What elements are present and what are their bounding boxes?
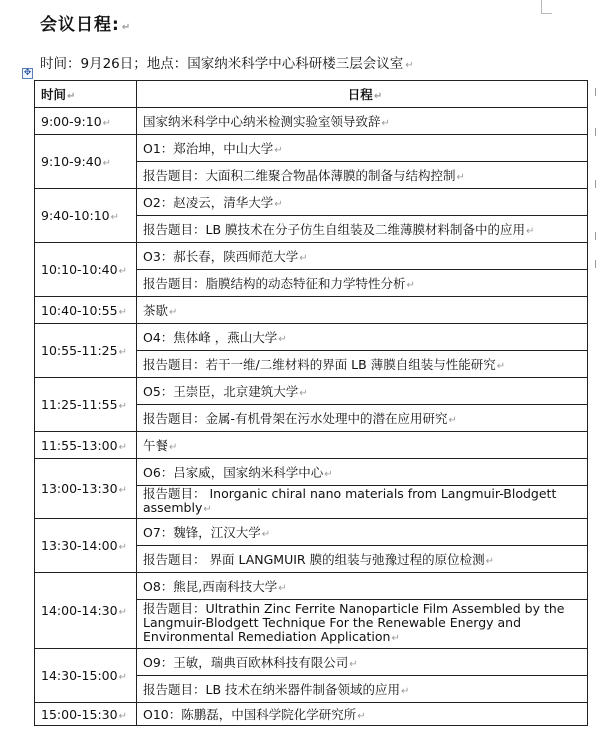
table-row [35,573,588,600]
table-row [35,432,588,459]
report-title-cell: 报告题目：LB 技术在纳米器件制备领域的应用↵ [137,676,588,703]
report-title-cell: 报告题目：LB 膜技术在分子仿生自组装及二维薄膜材料制备中的应用↵ [137,216,588,243]
table-row [35,108,588,135]
time-cell: 11:55-13:00↵ [35,432,137,459]
change-bar-mark [591,128,596,136]
table-row [35,243,588,270]
report-title-cell: 报告题目：Ultrathin Zinc Ferrite Nanoparticle Film Assembled by the Langmuir-Blodgett Technique For the Renewable Energy and Environmental Remediation Application↵ [137,600,588,649]
agenda-cell: O7：魏锋，江汉大学↵ [137,519,588,546]
agenda-cell: O3：郝长春，陕西师范大学↵ [137,243,588,270]
time-cell: 9:40-10:10↵ [35,189,137,243]
report-title-cell: 报告题目：脂膜结构的动态特征和力学特性分析↵ [137,270,588,297]
report-title-cell: 报告题目：金属-有机骨架在污水处理中的潜在应用研究↵ [137,405,588,432]
change-bar-mark [591,232,596,240]
table-row [35,703,588,726]
time-cell: 13:00-13:30↵ [35,459,137,519]
agenda-cell: 国家纳米科学中心纳米检测实验室领导致辞↵ [137,108,588,135]
agenda-cell: O9：王敏，瑞典百欧林科技有限公司↵ [137,649,588,676]
change-bar-mark [591,180,596,188]
time-cell: 13:30-14:00↵ [35,519,137,573]
agenda-cell: O8：熊昆,西南科技大学↵ [137,573,588,600]
time-cell: 10:40-10:55↵ [35,297,137,324]
change-bar-mark [591,260,596,268]
agenda-cell: O1：郑治坤，中山大学↵ [137,135,588,162]
table-row [35,649,588,676]
table-header-row [35,81,588,108]
time-cell: 9:00-9:10↵ [35,108,137,135]
header-agenda: 日程↵ [137,81,588,108]
table-row [35,378,588,405]
agenda-cell: 茶歇↵ [137,297,588,324]
report-title-cell: 报告题目：大面积二维聚合物晶体薄膜的制备与结构控制↵ [137,162,588,189]
report-title-cell: 报告题目：若干一维/二维材料的界面 LB 薄膜自组装与性能研究↵ [137,351,588,378]
report-title-cell: 报告题目： Inorganic chiral nano materials from Langmuir-Blodgett assembly↵ [137,486,588,519]
agenda-cell: O6：吕家威，国家纳米科学中心↵ [137,459,588,486]
agenda-cell: 午餐↵ [137,432,588,459]
time-cell: 14:30-15:00↵ [35,649,137,703]
header-time: 时间↵ [35,81,137,108]
time-cell: 10:55-11:25↵ [35,324,137,378]
agenda-cell: O10：陈鹏磊，中国科学院化学研究所↵ [137,703,588,726]
report-title-cell: 报告题目： 界面 LANGMUIR 膜的组装与弛豫过程的原位检测↵ [137,546,588,573]
agenda-cell: O5：王崇臣，北京建筑大学↵ [137,378,588,405]
meeting-info: 时间：9月26日；地点：国家纳米科学中心科研楼三层会议室 ↵ [40,56,414,72]
table-row [35,297,588,324]
schedule-table [34,80,588,726]
table-row [35,324,588,351]
agenda-cell: O2：赵凌云，清华大学↵ [137,189,588,216]
table-row [35,519,588,546]
time-cell: 15:00-15:30↵ [35,703,137,726]
change-bar-mark [591,88,596,96]
paragraph-mark: ↵ [405,60,414,71]
agenda-cell: O4：焦体峰 ，燕山大学↵ [137,324,588,351]
page-title: 会议日程: ↵ [40,15,132,35]
table-row [35,459,588,486]
page-corner-mark [541,0,552,14]
time-cell: 14:00-14:30↵ [35,573,137,649]
table-row [35,189,588,216]
table-move-handle-icon[interactable]: ✥ [23,68,32,78]
time-cell: 10:10-10:40↵ [35,243,137,297]
paragraph-mark: ↵ [121,22,132,33]
time-cell: 9:10-9:40↵ [35,135,137,189]
time-cell: 11:25-11:55↵ [35,378,137,432]
table-row [35,135,588,162]
